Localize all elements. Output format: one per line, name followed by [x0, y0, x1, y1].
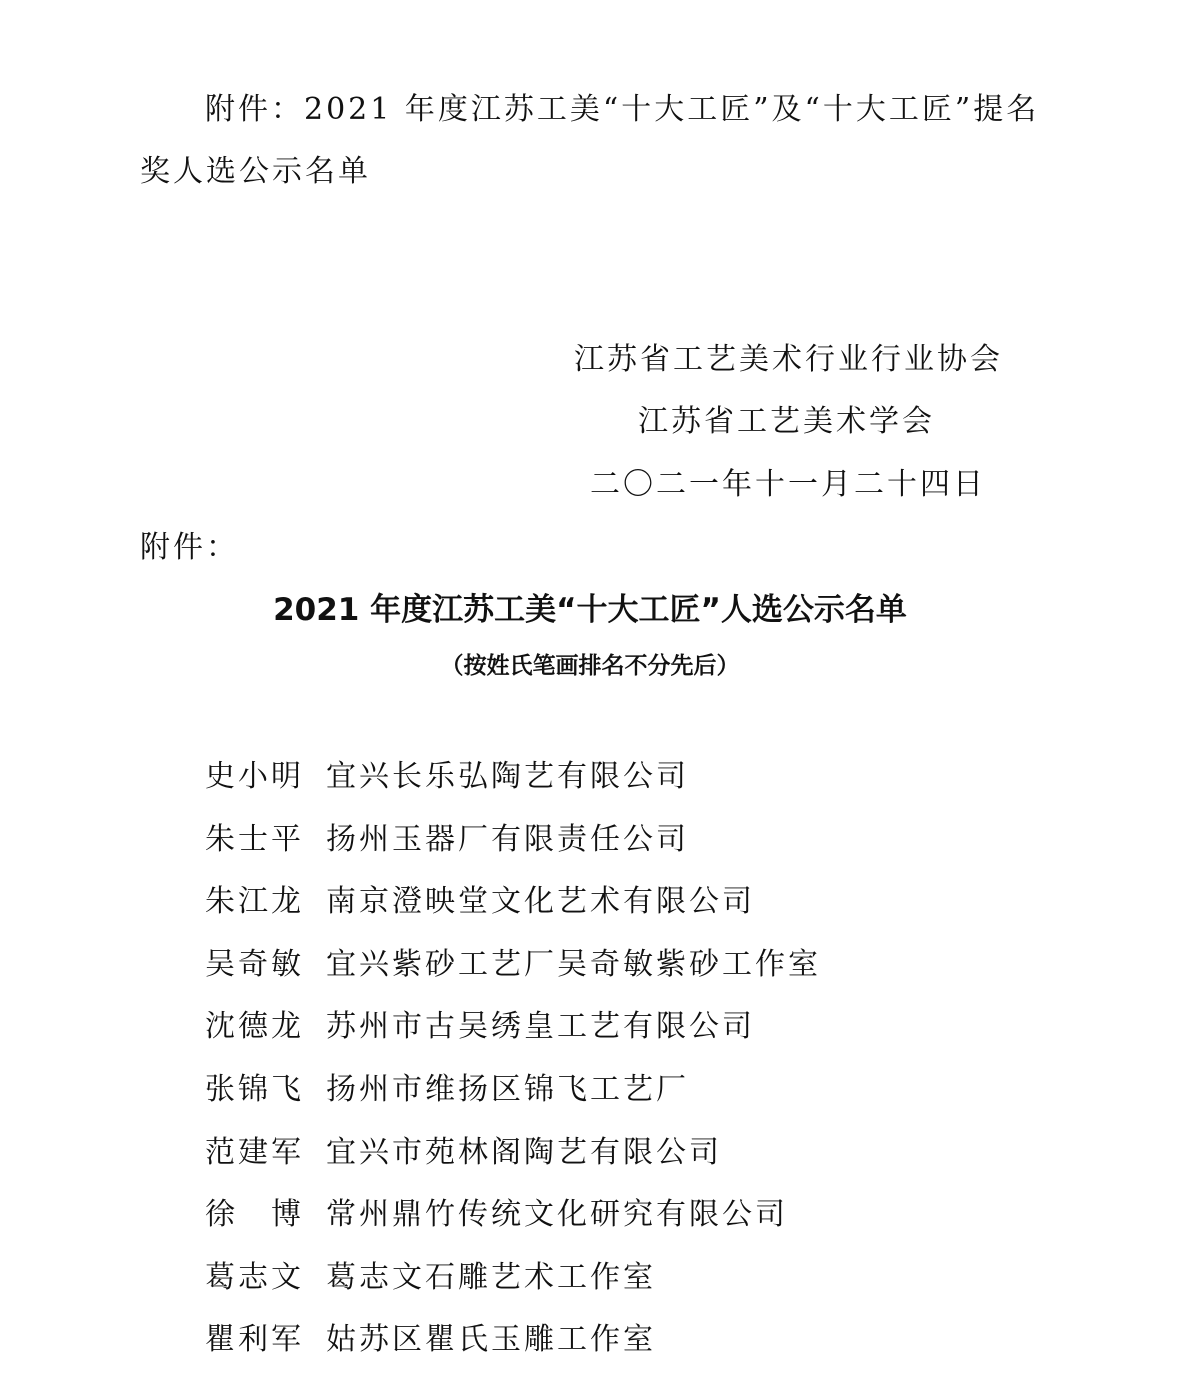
nominee-name: 瞿利军	[205, 1322, 304, 1358]
nominee-organization: 常州鼎竹传统文化研究有限公司	[326, 1197, 788, 1233]
nominee-organization: 宜兴长乐弘陶艺有限公司	[326, 759, 689, 794]
nominee-organization: 宜兴紫砂工艺厂吴奇敏紫砂工作室	[326, 946, 821, 982]
nominee-name: 吴奇敏	[205, 946, 304, 982]
list-item	[205, 1258, 821, 1321]
signature-date: 二〇二一年十一月二十四日	[590, 467, 986, 502]
nominee-organization: 姑苏区瞿氏玉雕工作室	[326, 1322, 656, 1358]
list-item	[205, 1070, 821, 1133]
nominee-organization: 扬州玉器厂有限责任公司	[326, 821, 689, 857]
nominee-name: 范建军	[205, 1134, 304, 1170]
nominee-name: 徐 博	[205, 1197, 304, 1233]
list-item	[205, 1195, 821, 1258]
list-item	[205, 882, 821, 945]
announcement-heading-continued: 奖人选公示名单	[140, 154, 371, 189]
nominee-organization: 南京澄映堂文化艺术有限公司	[326, 884, 755, 920]
nominee-name: 朱江龙	[205, 884, 304, 920]
nominee-name: 张锦飞	[205, 1071, 304, 1107]
list-item	[205, 1320, 821, 1383]
nominee-name: 葛志文	[205, 1259, 304, 1295]
nominee-organization: 葛志文石雕艺术工作室	[326, 1259, 656, 1295]
attachment-label: 附件：	[140, 530, 239, 565]
nominee-organization: 苏州市古吴绣皇工艺有限公司	[326, 1009, 755, 1045]
nominee-list	[205, 757, 821, 1383]
nominee-name: 史小明	[205, 759, 304, 794]
list-item	[205, 1133, 821, 1196]
nominee-name: 沈德龙	[205, 1009, 304, 1045]
signature-organization-society: 江苏省工艺美术学会	[638, 404, 935, 439]
nominee-organization: 扬州市维扬区锦飞工艺厂	[326, 1071, 689, 1107]
announcement-heading: 附件：2021 年度江苏工美“十大工匠”及“十大工匠”提名	[205, 92, 1040, 127]
list-item	[205, 757, 821, 820]
list-title: 2021 年度江苏工美“十大工匠”人选公示名单	[273, 592, 907, 628]
signature-organization-association: 江苏省工艺美术行业行业协会	[574, 342, 1003, 377]
list-item	[205, 945, 821, 1008]
nominee-name: 朱士平	[205, 821, 304, 857]
list-item	[205, 820, 821, 883]
list-subtitle: （按姓氏笔画排名不分先后）	[440, 653, 740, 679]
list-item	[205, 1007, 821, 1070]
nominee-organization: 宜兴市苑林阁陶艺有限公司	[326, 1134, 722, 1170]
